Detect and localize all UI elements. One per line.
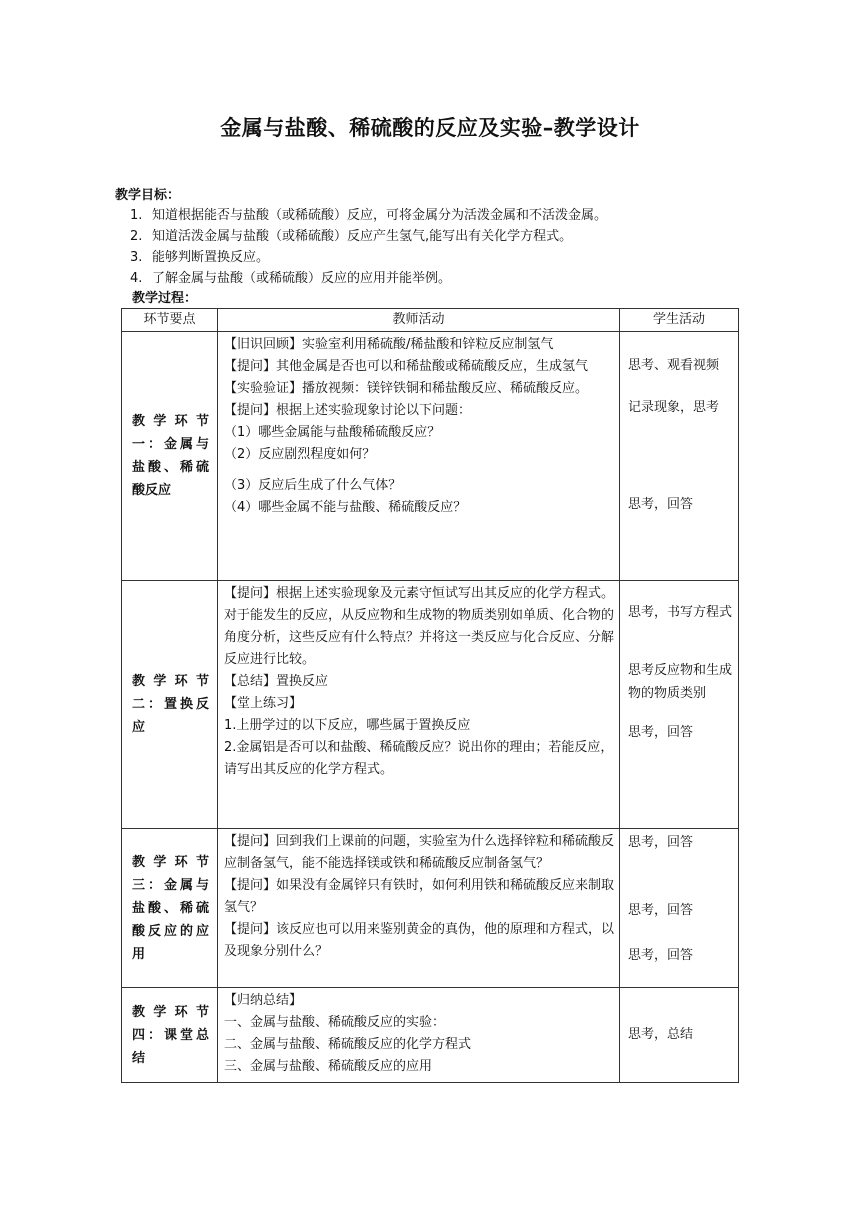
teacher-line: （3）反应后生成了什么气体？ — [224, 478, 402, 493]
teacher-line: 【提问】该反应也可以用来鉴别黄金的真伪，他的原理和方程式，以及现象分别什么？ — [224, 922, 615, 959]
objective-number: 4. — [130, 271, 143, 286]
student-activity-cell — [620, 988, 739, 1083]
student-line: 思考反应物和生成物的物质类别 — [628, 663, 733, 701]
student-activity-cell — [620, 829, 739, 988]
objective-text: 了解金属与盐酸（或稀硫酸）反应的应用并能举例。 — [152, 271, 452, 286]
teacher-line: 【提问】如果没有金属锌只有铁时，如何利用铁和稀硫酸反应来制取氢气？ — [224, 878, 615, 915]
student-line: 记录现象，思考 — [628, 400, 720, 415]
teacher-line: （4）哪些金属不能与盐酸、稀硫酸反应？ — [224, 500, 467, 515]
teacher-line: 【堂上练习】 — [224, 696, 303, 711]
teacher-activity-cell — [218, 829, 620, 988]
objectives-label: 教学目标： — [115, 188, 181, 203]
header-student-activity: 学生活动 — [620, 309, 739, 332]
teacher-line: 【提问】根据上述实验现象及元素守恒试写出其反应的化学方程式。 — [224, 586, 615, 601]
table-row — [122, 581, 739, 829]
student-line: 思考，回答 — [628, 497, 694, 512]
student-line: 思考，回答 — [628, 725, 694, 740]
stage-cell: 教学环节三：金属与盐酸、稀硫酸反应的应用 — [122, 829, 218, 988]
table-row — [122, 332, 739, 581]
student-line: 思考，总结 — [628, 1026, 694, 1042]
objective-text: 能够判断置换反应。 — [152, 250, 270, 265]
teacher-line: 1.上册学过的以下反应，哪些属于置换反应 — [224, 718, 471, 733]
teacher-line: （2）反应剧烈程度如何？ — [224, 447, 376, 462]
student-activity-cell — [620, 581, 739, 829]
student-line: 思考，回答 — [628, 903, 694, 918]
table-row — [122, 829, 739, 988]
teacher-line: 对于能发生的反应，从反应物和生成物的物质类别如单质、化合物的角度分析，这些反应有什么特点？并将这一类反应与化合反应、分解反应进行比较。 — [224, 608, 615, 667]
objective-item — [130, 226, 607, 247]
objective-item — [130, 205, 607, 226]
stage-cell: 教学环节四：课堂总结 — [122, 988, 218, 1083]
student-activity-cell — [620, 332, 739, 581]
process-label: 教学过程： — [132, 291, 198, 306]
objective-text: 知道活泼金属与盐酸（或稀硫酸）反应产生氢气,能写出有关化学方程式。 — [152, 229, 573, 244]
stage-cell: 教学环节一：金属与盐酸、稀硫酸反应 — [122, 332, 218, 581]
teacher-line: （1）哪些金属能与盐酸稀硫酸反应？ — [224, 425, 441, 440]
objective-number: 1. — [130, 208, 143, 223]
teacher-activity-cell — [218, 332, 620, 581]
teacher-activity-cell — [218, 988, 620, 1083]
objective-number: 2. — [130, 229, 143, 244]
table-header-row — [122, 309, 739, 332]
table-row — [122, 988, 739, 1083]
teacher-line: 一、金属与盐酸、稀硫酸反应的实验： — [224, 1015, 446, 1030]
objective-number: 3. — [130, 250, 143, 265]
student-line: 思考、观看视频 — [628, 358, 720, 373]
teacher-line: 2.金属铝是否可以和盐酸、稀硫酸反应？说出你的理由；若能反应，请写出其反应的化学方程式。 — [224, 740, 614, 777]
teacher-activity-cell — [218, 581, 620, 829]
teacher-line: 【总结】置换反应 — [224, 674, 329, 689]
teacher-line: 【提问】根据上述实验现象讨论以下问题： — [224, 403, 472, 418]
teacher-line: 【实验验证】播放视频：镁锌铁铜和稀盐酸反应、稀硫酸反应。 — [224, 381, 589, 396]
student-line: 思考，书写方程式 — [628, 605, 733, 620]
objective-item — [130, 247, 607, 268]
student-line: 思考，回答 — [628, 835, 694, 850]
student-line: 思考，回答 — [628, 948, 694, 963]
teacher-line: 【归纳总结】 — [224, 993, 303, 1008]
header-stage: 环节要点 — [122, 309, 218, 332]
document-title: 金属与盐酸、稀硫酸的反应及实验–教学设计 — [220, 116, 640, 140]
objective-item — [130, 268, 607, 289]
teacher-line: 二、金属与盐酸、稀硫酸反应的化学方程式 — [224, 1037, 472, 1052]
teacher-line: 【提问】其他金属是否也可以和稀盐酸或稀硫酸反应，生成氢气 — [224, 359, 589, 374]
teacher-line: 三、金属与盐酸、稀硫酸反应的应用 — [224, 1059, 433, 1074]
header-teacher-activity: 教师活动 — [218, 309, 620, 332]
teacher-line: 【提问】回到我们上课前的问题，实验室为什么选择锌粒和稀硫酸反应制备氢气，能不能选择镁或铁和稀硫酸反应制备氢气？ — [224, 834, 615, 871]
teacher-line: 【旧识回顾】实验室利用稀硫酸/稀盐酸和锌粒反应制氢气 — [224, 337, 554, 352]
objectives-list — [130, 205, 607, 289]
stage-cell: 教学环节二：置换反应 — [122, 581, 218, 829]
objective-text: 知道根据能否与盐酸（或稀硫酸）反应，可将金属分为活泼金属和不活泼金属。 — [152, 208, 608, 223]
lesson-process-table — [121, 308, 739, 1083]
